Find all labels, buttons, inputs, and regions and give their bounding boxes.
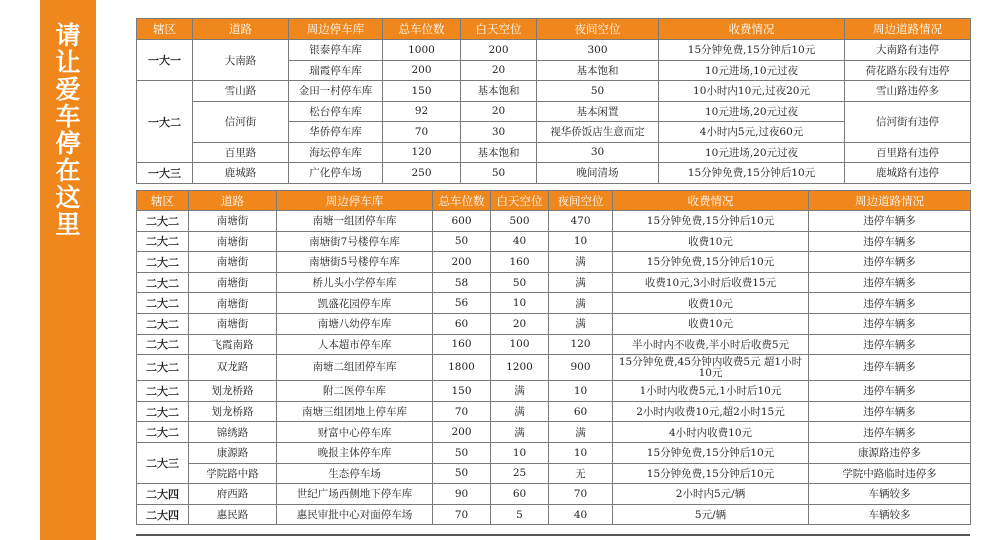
fee-cell: 15分钟免费,15分钟后10元 xyxy=(613,463,809,484)
garage-cell: 世纪广场西侧地下停车库 xyxy=(277,484,433,505)
road-cell: 划龙桥路 xyxy=(189,381,277,402)
garage-cell: 生态停车场 xyxy=(277,463,433,484)
road-status-cell: 违停车辆多 xyxy=(809,355,971,381)
garage-cell: 广化停车场 xyxy=(289,163,383,184)
night-cell: 满 xyxy=(549,422,613,443)
night-cell: 30 xyxy=(537,142,659,163)
total-cell: 1800 xyxy=(433,355,491,381)
road-status-cell: 违停车辆多 xyxy=(809,272,971,293)
title-char: 这 xyxy=(55,183,81,212)
garage-cell: 晚报主体停车库 xyxy=(277,442,433,463)
parking-table-1 xyxy=(136,18,971,184)
road-status-cell: 鹿城路有违停 xyxy=(845,163,971,184)
road-cell: 府西路 xyxy=(189,484,277,505)
col-road-status: 周边道路情况 xyxy=(809,191,971,211)
district-cell: 二大四 xyxy=(137,504,189,525)
road-cell: 南塘街 xyxy=(189,293,277,314)
night-cell: 基本饱和 xyxy=(537,60,659,81)
district-cell: 二大二 xyxy=(137,231,189,252)
col-night: 夜间空位 xyxy=(549,191,613,211)
garage-cell: 人本超市停车库 xyxy=(277,334,433,355)
total-cell: 50 xyxy=(433,231,491,252)
total-cell: 56 xyxy=(433,293,491,314)
table-row xyxy=(137,422,971,443)
road-status-cell: 大南路有违停 xyxy=(845,40,971,61)
day-cell: 160 xyxy=(491,252,549,273)
day-cell: 1200 xyxy=(491,355,549,381)
road-cell: 学院路中路 xyxy=(189,463,277,484)
fee-cell: 收费10元 xyxy=(613,231,809,252)
fee-cell: 15分钟免费,15分钟后10元 xyxy=(613,211,809,232)
sidebar-title xyxy=(40,22,96,238)
garage-cell: 南塘三组团地上停车库 xyxy=(277,401,433,422)
garage-cell: 南塘街7号楼停车库 xyxy=(277,231,433,252)
table-header-row xyxy=(137,19,971,40)
col-district: 辖区 xyxy=(137,19,193,40)
road-status-cell: 违停车辆多 xyxy=(809,401,971,422)
total-cell: 50 xyxy=(433,463,491,484)
day-cell: 100 xyxy=(491,334,549,355)
table-row xyxy=(137,142,971,163)
title-char: 请 xyxy=(55,21,81,50)
day-cell: 基本饱和 xyxy=(461,142,537,163)
col-garage: 周边停车库 xyxy=(277,191,433,211)
day-cell: 20 xyxy=(491,313,549,334)
garage-cell: 银泰停车库 xyxy=(289,40,383,61)
day-cell: 60 xyxy=(491,484,549,505)
road-cell: 雪山路 xyxy=(193,81,289,102)
road-status-cell: 康源路违停多 xyxy=(809,442,971,463)
night-cell: 10 xyxy=(549,381,613,402)
district-cell: 二大二 xyxy=(137,381,189,402)
total-cell: 250 xyxy=(383,163,461,184)
fee-cell: 4小时内5元,过夜60元 xyxy=(659,122,845,143)
day-cell: 50 xyxy=(491,272,549,293)
garage-cell: 附二医停车库 xyxy=(277,381,433,402)
district-cell: 二大四 xyxy=(137,484,189,505)
road-cell: 南塘街 xyxy=(189,211,277,232)
district-cell: 一大二 xyxy=(137,81,193,163)
road-cell: 康源路 xyxy=(189,442,277,463)
fee-cell: 10元进场,20元过夜 xyxy=(659,142,845,163)
fee-cell: 5元/辆 xyxy=(613,504,809,525)
title-char: 里 xyxy=(55,210,81,239)
table-row xyxy=(137,231,971,252)
total-cell: 160 xyxy=(433,334,491,355)
table-row xyxy=(137,211,971,232)
night-cell: 470 xyxy=(549,211,613,232)
garage-cell: 惠民审批中心对面停车场 xyxy=(277,504,433,525)
table-row xyxy=(137,293,971,314)
title-char: 爱 xyxy=(55,75,81,104)
day-cell: 20 xyxy=(461,60,537,81)
total-cell: 600 xyxy=(433,211,491,232)
fee-cell: 10元进场,20元过夜 xyxy=(659,101,845,122)
total-cell: 70 xyxy=(433,401,491,422)
fee-cell: 4小时内收费10元 xyxy=(613,422,809,443)
total-cell: 90 xyxy=(433,484,491,505)
garage-cell: 南塘八幼停车库 xyxy=(277,313,433,334)
table-row xyxy=(137,334,971,355)
table-row xyxy=(137,163,971,184)
fee-cell: 15分钟免费,15分钟后10元 xyxy=(659,163,845,184)
road-status-cell: 违停车辆多 xyxy=(809,313,971,334)
garage-cell: 南塘二组团停车库 xyxy=(277,355,433,381)
fee-cell: 收费10元 xyxy=(613,293,809,314)
road-cell: 惠民路 xyxy=(189,504,277,525)
col-road-status: 周边道路情况 xyxy=(845,19,971,40)
table-row xyxy=(137,484,971,505)
fee-cell: 15分钟免费,15分钟后10元 xyxy=(613,442,809,463)
night-cell: 60 xyxy=(549,401,613,422)
fee-cell: 2小时内收费10元,超2小时15元 xyxy=(613,401,809,422)
road-cell: 划龙桥路 xyxy=(189,401,277,422)
road-cell: 双龙路 xyxy=(189,355,277,381)
district-cell: 二大二 xyxy=(137,401,189,422)
road-status-cell: 雪山路违停多 xyxy=(845,81,971,102)
night-cell: 40 xyxy=(549,504,613,525)
table-row xyxy=(137,504,971,525)
night-cell: 无 xyxy=(549,463,613,484)
fee-cell: 收费10元 xyxy=(613,313,809,334)
night-cell: 基本闲置 xyxy=(537,101,659,122)
road-status-cell: 违停车辆多 xyxy=(809,334,971,355)
fee-cell: 10小时内10元,过夜20元 xyxy=(659,81,845,102)
night-cell: 10 xyxy=(549,231,613,252)
table-row xyxy=(137,40,971,61)
night-cell: 900 xyxy=(549,355,613,381)
road-status-cell: 违停车辆多 xyxy=(809,293,971,314)
table-row xyxy=(137,381,971,402)
total-cell: 60 xyxy=(433,313,491,334)
night-cell: 晚间清场 xyxy=(537,163,659,184)
garage-cell: 南塘街5号楼停车库 xyxy=(277,252,433,273)
col-fee: 收费情况 xyxy=(613,191,809,211)
table-row xyxy=(137,101,971,122)
district-cell: 二大二 xyxy=(137,272,189,293)
parking-table-2 xyxy=(136,190,971,525)
district-cell: 二大二 xyxy=(137,334,189,355)
fee-cell: 2小时内5元/辆 xyxy=(613,484,809,505)
district-cell: 一大一 xyxy=(137,40,193,81)
garage-cell: 瑞霞停车库 xyxy=(289,60,383,81)
table-row xyxy=(137,252,971,273)
title-char: 让 xyxy=(55,48,81,77)
road-cell: 锦绣路 xyxy=(189,422,277,443)
total-cell: 150 xyxy=(433,381,491,402)
road-cell: 南塘街 xyxy=(189,313,277,334)
col-garage: 周边停车库 xyxy=(289,19,383,40)
table-header-row xyxy=(137,191,971,211)
total-cell: 58 xyxy=(433,272,491,293)
fee-cell: 15分钟免费,15分钟后10元 xyxy=(613,252,809,273)
road-status-cell: 车辆较多 xyxy=(809,484,971,505)
table-row xyxy=(137,272,971,293)
total-cell: 70 xyxy=(433,504,491,525)
district-cell: 二大二 xyxy=(137,355,189,381)
day-cell: 满 xyxy=(491,422,549,443)
garage-cell: 华侨停车库 xyxy=(289,122,383,143)
district-cell: 二大三 xyxy=(137,442,189,483)
col-total: 总车位数 xyxy=(383,19,461,40)
table-row xyxy=(137,401,971,422)
road-status-cell: 车辆较多 xyxy=(809,504,971,525)
district-cell: 一大三 xyxy=(137,163,193,184)
col-night: 夜间空位 xyxy=(537,19,659,40)
day-cell: 满 xyxy=(491,401,549,422)
total-cell: 120 xyxy=(383,142,461,163)
sidebar-banner xyxy=(40,0,96,540)
road-status-cell: 信河街有违停 xyxy=(845,101,971,142)
road-status-cell: 学院中路临时违停多 xyxy=(809,463,971,484)
garage-cell: 金田一村停车库 xyxy=(289,81,383,102)
night-cell: 70 xyxy=(549,484,613,505)
night-cell: 满 xyxy=(549,252,613,273)
table-row xyxy=(137,463,971,484)
night-cell: 120 xyxy=(549,334,613,355)
col-road: 道路 xyxy=(193,19,289,40)
district-cell: 二大二 xyxy=(137,211,189,232)
road-cell: 信河街 xyxy=(193,101,289,142)
road-status-cell: 百里路有违停 xyxy=(845,142,971,163)
district-cell: 二大二 xyxy=(137,422,189,443)
fee-cell: 半小时内不收费,半小时后收费5元 xyxy=(613,334,809,355)
day-cell: 5 xyxy=(491,504,549,525)
table-row xyxy=(137,355,971,381)
title-char: 在 xyxy=(55,156,81,185)
total-cell: 92 xyxy=(383,101,461,122)
day-cell: 满 xyxy=(491,381,549,402)
total-cell: 70 xyxy=(383,122,461,143)
night-cell: 300 xyxy=(537,40,659,61)
table-row xyxy=(137,442,971,463)
total-cell: 200 xyxy=(433,252,491,273)
day-cell: 基本饱和 xyxy=(461,81,537,102)
table-row xyxy=(137,81,971,102)
day-cell: 10 xyxy=(491,293,549,314)
col-fee: 收费情况 xyxy=(659,19,845,40)
day-cell: 500 xyxy=(491,211,549,232)
col-day: 白天空位 xyxy=(461,19,537,40)
day-cell: 40 xyxy=(491,231,549,252)
night-cell: 满 xyxy=(549,272,613,293)
road-cell: 大南路 xyxy=(193,40,289,81)
district-cell: 二大二 xyxy=(137,313,189,334)
table-row xyxy=(137,313,971,334)
day-cell: 30 xyxy=(461,122,537,143)
day-cell: 10 xyxy=(491,442,549,463)
night-cell: 满 xyxy=(549,313,613,334)
fee-cell: 10元进场,10元过夜 xyxy=(659,60,845,81)
road-cell: 百里路 xyxy=(193,142,289,163)
night-cell: 视华侨饭店生意而定 xyxy=(537,122,659,143)
col-day: 白天空位 xyxy=(491,191,549,211)
total-cell: 150 xyxy=(383,81,461,102)
title-char: 车 xyxy=(55,102,81,131)
fee-cell: 1小时内收费5元,1小时后10元 xyxy=(613,381,809,402)
day-cell: 20 xyxy=(461,101,537,122)
garage-cell: 海坛停车库 xyxy=(289,142,383,163)
fee-cell: 15分钟免费,45分钟内收费5元 超1小时10元 xyxy=(613,355,809,381)
fee-cell: 收费10元,3小时后收费15元 xyxy=(613,272,809,293)
total-cell: 200 xyxy=(433,422,491,443)
col-total: 总车位数 xyxy=(433,191,491,211)
total-cell: 200 xyxy=(383,60,461,81)
road-status-cell: 违停车辆多 xyxy=(809,381,971,402)
night-cell: 50 xyxy=(537,81,659,102)
day-cell: 200 xyxy=(461,40,537,61)
garage-cell: 财富中心停车库 xyxy=(277,422,433,443)
road-cell: 鹿城路 xyxy=(193,163,289,184)
district-cell: 二大二 xyxy=(137,293,189,314)
road-status-cell: 违停车辆多 xyxy=(809,422,971,443)
garage-cell: 南塘一组团停车库 xyxy=(277,211,433,232)
col-district: 辖区 xyxy=(137,191,189,211)
title-char: 停 xyxy=(55,129,81,158)
road-cell: 南塘街 xyxy=(189,231,277,252)
road-cell: 南塘街 xyxy=(189,272,277,293)
night-cell: 10 xyxy=(549,442,613,463)
road-status-cell: 荷花路东段有违停 xyxy=(845,60,971,81)
fee-cell: 15分钟免费,15分钟后10元 xyxy=(659,40,845,61)
total-cell: 50 xyxy=(433,442,491,463)
garage-cell: 桥儿头小学停车库 xyxy=(277,272,433,293)
district-cell: 二大二 xyxy=(137,252,189,273)
road-status-cell: 违停车辆多 xyxy=(809,252,971,273)
night-cell: 满 xyxy=(549,293,613,314)
road-cell: 飞霞南路 xyxy=(189,334,277,355)
day-cell: 25 xyxy=(491,463,549,484)
col-road: 道路 xyxy=(189,191,277,211)
bottom-divider xyxy=(136,534,970,536)
garage-cell: 松台停车库 xyxy=(289,101,383,122)
total-cell: 1000 xyxy=(383,40,461,61)
day-cell: 50 xyxy=(461,163,537,184)
road-status-cell: 违停车辆多 xyxy=(809,211,971,232)
road-status-cell: 违停车辆多 xyxy=(809,231,971,252)
road-cell: 南塘街 xyxy=(189,252,277,273)
garage-cell: 凯盛花园停车库 xyxy=(277,293,433,314)
